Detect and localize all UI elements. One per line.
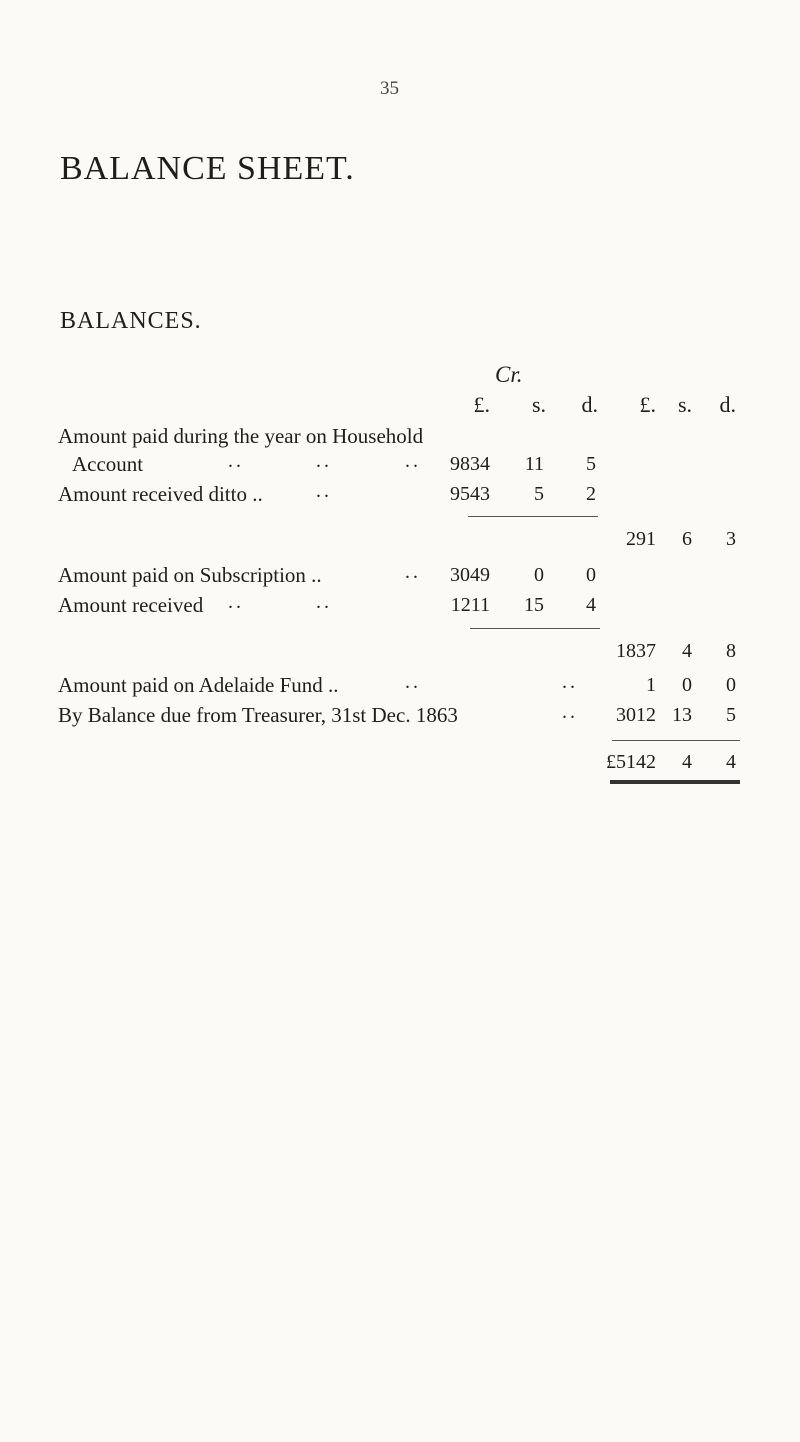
row-household-label-cont: Account (72, 452, 144, 476)
received-pence: 4 (586, 594, 596, 616)
subscription-total-pounds: 1837 (616, 640, 656, 662)
subtotal-rule (468, 516, 598, 517)
row-household-label: Amount paid during the year on Household (58, 424, 424, 448)
col1-pounds-header: £. (473, 392, 490, 417)
row-received-ditto-label: Amount received ditto .. (58, 482, 263, 506)
subtotal-rule (470, 628, 600, 629)
household-shillings: 11 (524, 453, 544, 475)
adelaide-pence: 0 (726, 674, 736, 696)
household-pounds: 9834 (450, 453, 490, 475)
subscription-pence: 0 (586, 564, 596, 586)
household-total-pence: 3 (726, 528, 736, 550)
received-pounds: 1211 (450, 594, 490, 616)
grand-total-shillings: 4 (682, 751, 692, 773)
total-rule (612, 740, 740, 741)
balance-pence: 5 (726, 704, 736, 726)
subscription-shillings: 0 (534, 564, 544, 586)
credit-heading: Cr. (495, 362, 523, 387)
subscription-total-shillings: 4 (682, 640, 692, 662)
dot-leader: .. (562, 701, 578, 723)
col1-pence-header: d. (581, 392, 598, 417)
adelaide-shillings: 0 (682, 674, 692, 696)
col2-pounds-header: £. (639, 392, 656, 417)
double-rule (610, 780, 740, 784)
page-title: BALANCE SHEET. (60, 150, 355, 187)
household-pence: 5 (586, 453, 596, 475)
received-ditto-pence: 2 (586, 483, 596, 505)
dot-leader: .. (228, 591, 244, 613)
col2-pence-header: d. (719, 392, 736, 417)
dot-leader: .. (405, 561, 421, 583)
subscription-total-pence: 8 (726, 640, 736, 662)
dot-leader: .. (405, 450, 421, 472)
col1-shillings-header: s. (531, 392, 546, 417)
page-number: 35 (380, 78, 399, 99)
row-received-label: Amount received (58, 593, 204, 617)
grand-total-pence: 4 (726, 751, 736, 773)
row-balance-label: By Balance due from Treasurer, 31st Dec. 1863 (58, 703, 458, 727)
section-title: BALANCES. (60, 308, 202, 334)
adelaide-pounds: 1 (646, 674, 656, 696)
received-ditto-shillings: 5 (534, 483, 544, 505)
balance-pounds: 3012 (616, 704, 656, 726)
row-subscription-label: Amount paid on Subscription .. (58, 563, 322, 587)
subscription-pounds: 3049 (450, 564, 490, 586)
dot-leader: .. (562, 671, 578, 693)
grand-total-pounds: £5142 (606, 751, 656, 773)
balance-shillings: 13 (672, 704, 692, 726)
household-total-shillings: 6 (682, 528, 692, 550)
dot-leader: .. (405, 671, 421, 693)
received-shillings: 15 (524, 594, 544, 616)
dot-leader: .. (316, 591, 332, 613)
col2-shillings-header: s. (677, 392, 692, 417)
received-ditto-pounds: 9543 (450, 483, 490, 505)
row-adelaide-label: Amount paid on Adelaide Fund .. (58, 673, 339, 697)
dot-leader: .. (316, 450, 332, 472)
household-total-pounds: 291 (626, 528, 656, 550)
dot-leader: .. (316, 480, 332, 502)
dot-leader: .. (228, 450, 244, 472)
